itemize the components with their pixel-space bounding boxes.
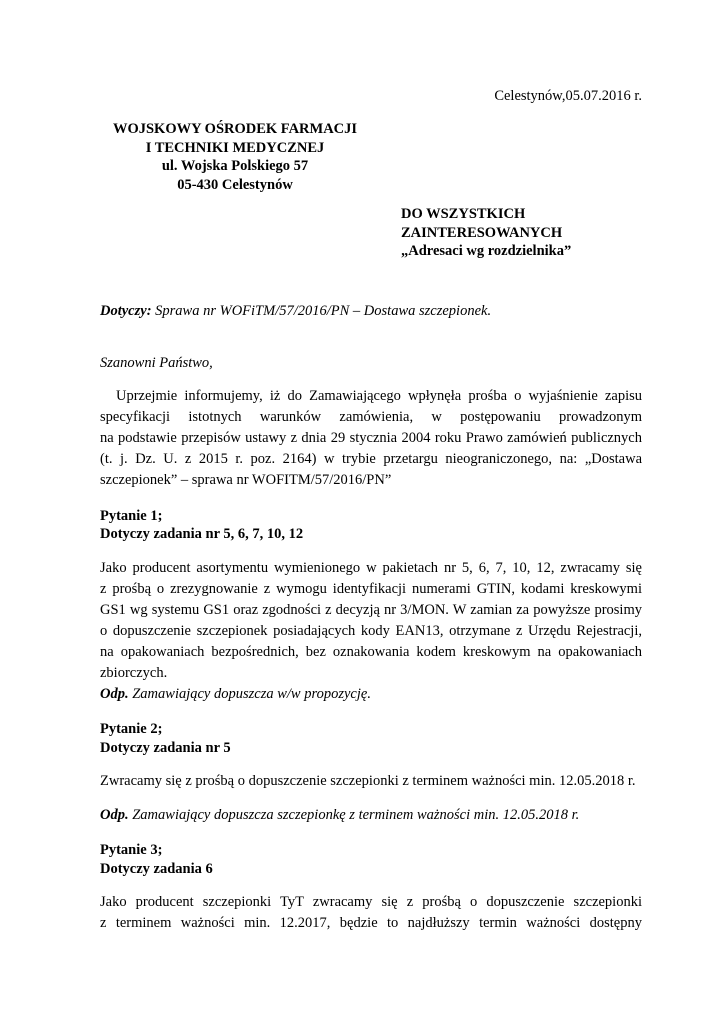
subject-line xyxy=(100,303,491,320)
q1-title: Pytanie 1; xyxy=(100,508,163,524)
q1-body-line-4: o dopuszczenie szczepionek posiadających kody EAN13, otrzymane z Urzędu Rejestracji, xyxy=(100,623,642,639)
salutation: Szanowni Państwo, xyxy=(100,355,213,371)
q1-body-line-1: Jako producent asortymentu wymienionego w pakietach nr 5, 6, 7, 10, 12, zwracamy się xyxy=(100,560,642,576)
recipient-line-1: DO WSZYSTKICH xyxy=(401,206,526,222)
subject-label: Dotyczy: xyxy=(100,303,152,319)
sender-line-1: WOJSKOWY OŚRODEK FARMACJI xyxy=(112,121,358,137)
intro-line-5: szczepionek” – sprawa nr WOFITM/57/2016/PN” xyxy=(100,472,392,488)
intro-line-2: specyfikacji istotnych warunków zamówienia, w postępowaniu prowadzonym xyxy=(100,409,642,425)
q1-body-line-5: na opakowaniach bezpośrednich, bez oznakowania kodem kreskowym na opakowaniach xyxy=(100,644,642,660)
recipient-line-3: „Adresaci wg rozdzielnika” xyxy=(401,243,572,259)
sender-line-4: 05-430 Celestynów xyxy=(177,176,293,193)
q3-title: Pytanie 3; xyxy=(100,842,163,858)
sender-line-3: ul. Wojska Polskiego 57 xyxy=(161,158,309,174)
q3-body-line-1: Jako producent szczepionki TyT zwracamy się z prośbą o dopuszczenie szczepionki xyxy=(100,894,642,910)
date-line: Celestynów,05.07.2016 r. xyxy=(494,88,642,104)
q1-body-line-2: z prośbą o zrezygnowanie z wymogu identyfikacji numerami GTIN, kodami kreskowymi xyxy=(100,581,642,597)
recipient-block xyxy=(401,205,571,261)
q2-subtitle: Dotyczy zadania nr 5 xyxy=(100,740,231,756)
q1-answer xyxy=(100,686,371,703)
q2-title: Pytanie 2; xyxy=(100,721,163,737)
q1-body-line-6: zbiorczych. xyxy=(100,665,168,681)
q2-body: Zwracamy się z prośbą o dopuszczenie szczepionki z terminem ważności min. 12.05.2018 r. xyxy=(100,773,636,789)
intro-line-4: (t. j. Dz. U. z 2015 r. poz. 2164) w trybie przetargu nieograniczonego, na: „Dostawa xyxy=(100,451,642,467)
q3-subtitle: Dotyczy zadania 6 xyxy=(100,861,213,877)
intro-line-3: na podstawie przepisów ustawy z dnia 29 stycznia 2004 roku Prawo zamówień publicznych xyxy=(100,430,642,446)
q2-answer-text: Zamawiający dopuszcza szczepionkę z terminem ważności min. 12.05.2018 r. xyxy=(132,807,580,823)
q1-answer-label: Odp. xyxy=(100,686,129,702)
q1-subtitle: Dotyczy zadania nr 5, 6, 7, 10, 12 xyxy=(100,526,304,542)
sender-block xyxy=(100,121,370,195)
recipient-line-2: ZAINTERESOWANYCH xyxy=(401,224,563,241)
intro-line-1: Uprzejmie informujemy, iż do Zamawiającego wpłynęła prośba o wyjaśnienie zapisu xyxy=(116,388,642,404)
q1-body-line-3: GS1 wg systemu GS1 oraz zgodności z decyzją nr 3/MON. W zamian za powyższe prosimy xyxy=(100,602,642,618)
q3-body-line-2: z terminem ważności min. 12.2017, będzie to najdłuższy termin ważności dostępny xyxy=(100,915,642,931)
subject-text: Sprawa nr WOFiTM/57/2016/PN – Dostawa szczepionek. xyxy=(155,303,492,319)
q1-answer-text: Zamawiający dopuszcza w/w propozycję. xyxy=(132,686,371,702)
q2-answer-label: Odp. xyxy=(100,807,129,823)
q2-answer xyxy=(100,807,579,824)
sender-line-2: I TECHNIKI MEDYCZNEJ xyxy=(145,139,325,156)
